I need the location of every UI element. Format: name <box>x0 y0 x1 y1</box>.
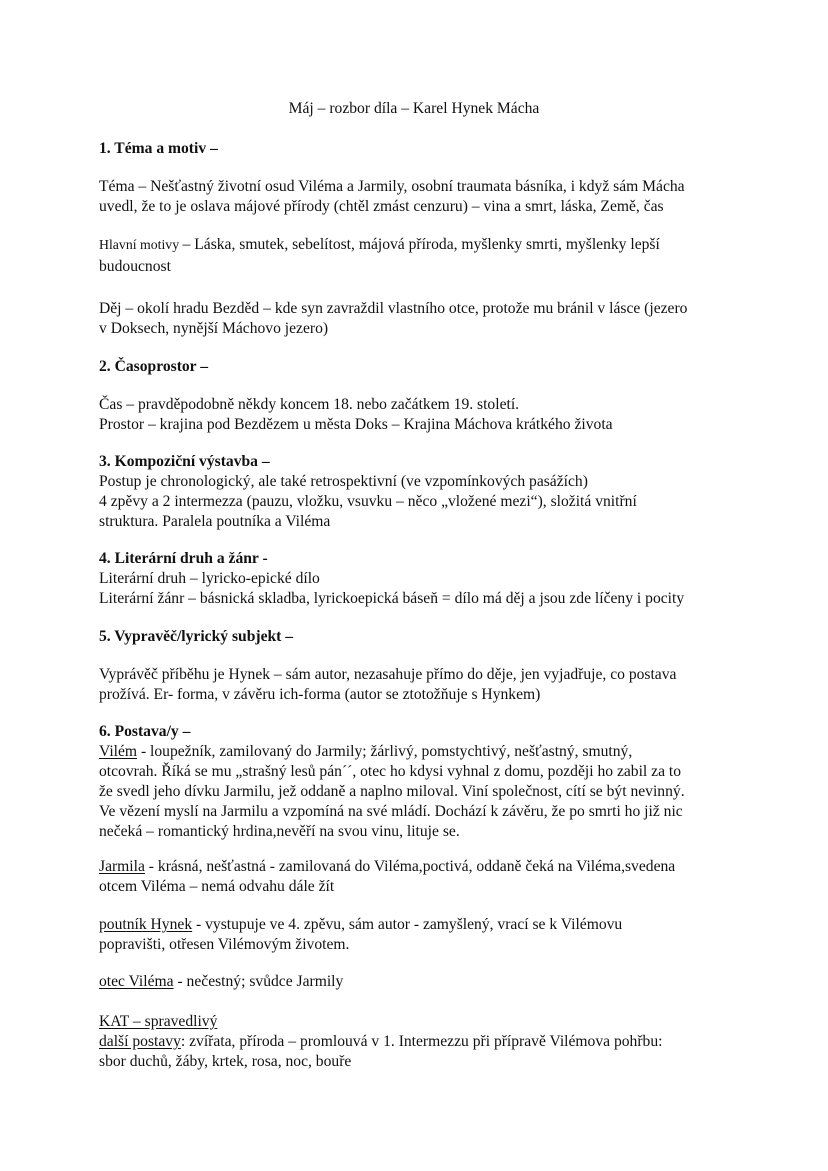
motifs-line-2: budoucnost <box>99 258 171 275</box>
plot-line-1: Děj – okolí hradu Bezděd – kde syn zavraždil vlastního otce, protože mu bránil v lásce (jezero <box>99 300 688 317</box>
time-line: Čas – pravděpodobně někdy koncem 18. nebo začátkem 19. století. <box>99 396 520 413</box>
otec-name: otec Viléma <box>99 973 174 990</box>
place-line: Prostor – krajina pod Bezdězem u města Doks – Krajina Máchova krátkého života <box>99 416 613 433</box>
motifs-label: Hlavní motivy <box>99 237 183 252</box>
composition-line-3: struktura. Paralela poutníka a Viléma <box>99 513 331 530</box>
plot-line-2: v Doksech, nynější Máchovo jezero) <box>99 320 329 337</box>
jarmila-name: Jarmila <box>99 858 145 875</box>
jarmila-line-1 <box>99 857 675 877</box>
poutnik-line-2: popravišti, otřesen Vilémovým životem. <box>99 936 350 953</box>
poutnik-text: - vystupuje ve 4. zpěvu, sám autor - zamyšlený, vrací se k Vilémovu <box>192 916 623 933</box>
composition-line-1: Postup je chronologický, ale také retrospektivní (ve vzpomínkových pasážích) <box>99 473 588 490</box>
vilem-name: Vilém <box>99 743 138 760</box>
section-1-heading: 1. Téma a motiv – <box>99 140 218 157</box>
poutnik-line-1 <box>99 915 622 935</box>
section-3-heading: 3. Kompoziční výstavba – <box>99 453 270 470</box>
section-5-heading: 5. Vypravěč/lyrický subjekt – <box>99 628 294 645</box>
other-characters-label: další postavy <box>99 1033 181 1050</box>
narrator-line-1: Vyprávěč příběhu je Hynek – sám autor, nezasahuje přímo do děje, jen vyjadřuje, co postava <box>99 666 677 683</box>
genre-kind-line: Literární druh – lyricko-epické dílo <box>99 570 320 587</box>
vilem-line-1 <box>99 742 632 762</box>
composition-line-2: 4 zpěvy a 2 intermezza (pauzu, vložku, vsuvku – něco „vložené mezi“), složitá vnitřní <box>99 493 637 510</box>
document-title <box>0 99 828 119</box>
vilem-line-3: že svedl jeho dívku Jarmilu, jež oddaně a naplno miloval. Viní společnost, cítí se být nevinný. <box>99 783 685 800</box>
other-characters-line-1 <box>99 1032 662 1052</box>
jarmila-line-2: otcem Viléma – nemá odvahu dále žít <box>99 878 335 895</box>
otec-text: - nečestný; svůdce Jarmily <box>173 973 344 990</box>
theme-line-2: uvedl, že to je oslava májové přírody (chtěl zmást cenzuru) – vina a smrt, láska, Země, čas <box>99 198 664 215</box>
section-6-heading: 6. Postava/y – <box>99 723 191 740</box>
genre-line: Literární žánr – básnická skladba, lyrickoepická báseň = dílo má děj a jsou zde líčeny i pocity <box>99 590 685 607</box>
motifs-text: – Láska, smutek, sebelítost, májová příroda, myšlenky smrti, myšlenky lepší <box>182 236 660 253</box>
vilem-text: - loupežník, zamilovaný do Jarmily; žárlivý, pomstychtivý, nešťastný, smutný, <box>137 743 633 760</box>
vilem-line-5: nečeká – romantický hrdina,nevěří na svou vinu, lituje se. <box>99 823 460 840</box>
section-4-heading: 4. Literární druh a žánr - <box>99 550 268 567</box>
other-characters-text: : zvířata, příroda – promlouvá v 1. Intermezzu při přípravě Vilémova pohřbu: <box>180 1033 663 1050</box>
jarmila-text: - krásná, nešťastná - zamilovaná do Viléma,poctivá, oddaně čeká na Viléma,svedena <box>144 858 676 875</box>
title-text: Máj – rozbor díla – Karel Hynek Mácha <box>288 100 540 117</box>
section-2-heading: 2. Časoprostor – <box>99 358 209 375</box>
narrator-line-2: prožívá. Er- forma, v závěru ich-forma (autor se ztotožňuje s Hynkem) <box>99 686 541 703</box>
kat-line: KAT – spravedlivý <box>99 1013 218 1030</box>
vilem-line-2: otcovrah. Říká se mu „strašný lesů pán´´, otec ho kdysi vyhnal z domu, později ho zabil za to <box>99 763 682 780</box>
motifs-line-1 <box>99 235 660 255</box>
poutnik-name: poutník Hynek <box>99 916 193 933</box>
other-characters-line-2: sbor duchů, žáby, krtek, rosa, noc, bouře <box>99 1053 352 1070</box>
otec-line <box>99 972 343 992</box>
theme-line-1: Téma – Nešťastný životní osud Viléma a Jarmily, osobní traumata básníka, i když sám Mácha <box>99 178 685 195</box>
vilem-line-4: Ve vězení myslí na Jarmilu a vzpomíná na své mládí. Dochází k závěru, že po smrti ho již nic <box>99 803 683 820</box>
